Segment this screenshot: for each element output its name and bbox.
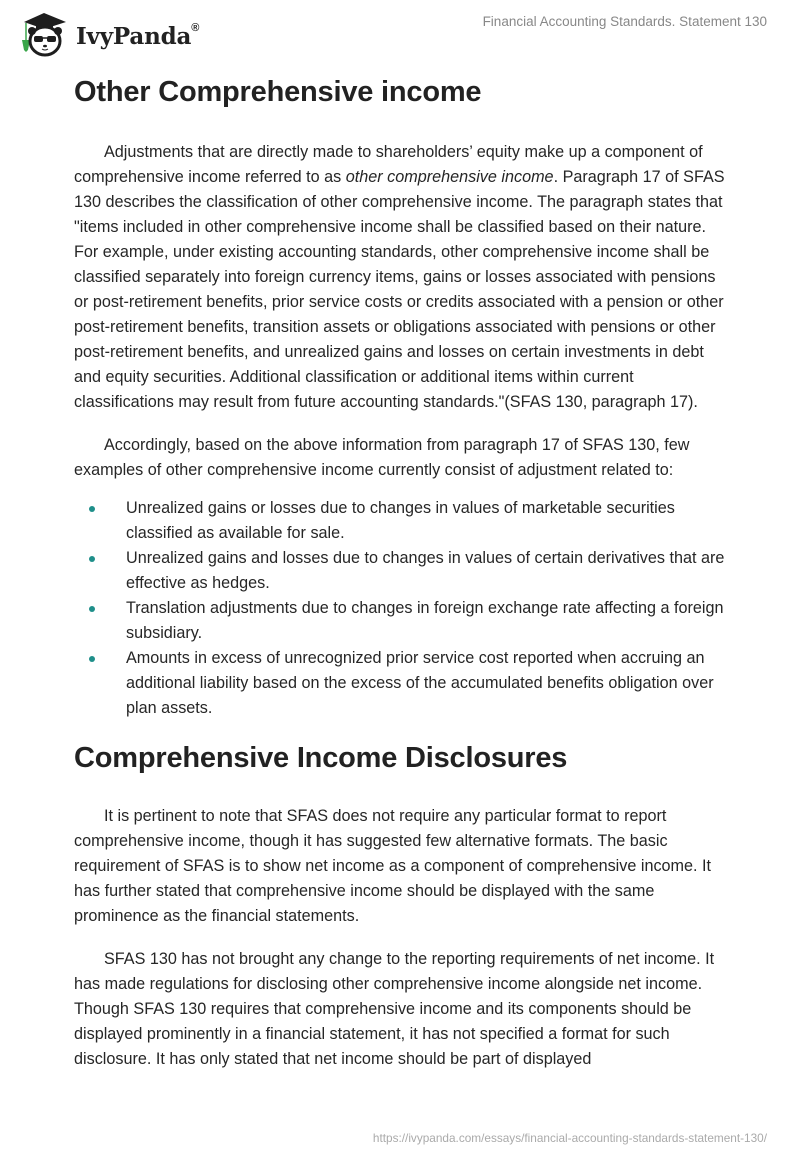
paragraph: SFAS 130 has not brought any change to the reporting requirements of net income. It has made regulations for disclosing other comprehensive income alongside net income. Though SFAS 130 requires that comprehensive income and its components should be displayed prominently in a financial statement, it has not specified a format for such disclosure. It has only stated that net income should be part of displayed — [74, 950, 715, 1068]
document-title: Financial Accounting Standards. Statement 130 — [482, 14, 767, 29]
list-item: Amounts in excess of unrecognized prior service cost reported when accruing an additional liability based on the excess of the accumulated benefits obligation over plan assets. — [74, 646, 734, 721]
section-heading-comprehensive-income-disclosures: Comprehensive Income Disclosures — [74, 742, 568, 774]
list-item: Unrealized gains or losses due to changes in values of marketable securities classified as available for sale. — [74, 496, 734, 546]
page-header — [0, 0, 800, 60]
italic-term: other comprehensive income — [345, 168, 554, 186]
logo-wordmark: IvyPanda® — [76, 21, 200, 50]
bullet-dot-icon — [89, 506, 95, 512]
paragraph: Accordingly, based on the above information from paragraph 17 of SFAS 130, few examples of other comprehensive income currently consist of adjustment related to: — [74, 436, 690, 479]
paragraph: It is pertinent to note that SFAS does not require any particular format to report comprehensive income, though it has suggested few alternative formats. The basic requirement of SFAS is to show net income as a component of comprehensive income. It has further stated that comprehensive income should be displayed with the same prominence as the financial statements. — [74, 807, 712, 925]
paragraph: Adjustments that are directly made to shareholders’ equity make up a component of comprehensive income referred to as other comprehensive income. Paragraph 17 of SFAS 130 describes the classification of other comprehensive income. The paragraph states that "items included in other comprehensive income shall be classified based on their nature. For example, under existing accounting standards, other comprehensive income shall be classified separately into foreign currency items, gains or losses associated with pensions or post-retirement benefits, prior service costs or credits associated with a pension or other post-retirement benefits, transition assets or obligations associated with pensions or other post-retirement benefits, and unrealized gains and losses on certain investments in debt and equity securities. Additional classification or additional items within current classifications may result from future accounting standards."(SFAS 130, paragraph 17). — [74, 143, 725, 411]
section-heading-other-comprehensive-income: Other Comprehensive income — [74, 76, 482, 108]
panda-graduate-icon — [16, 8, 72, 58]
source-url-link[interactable]: https://ivypanda.com/essays/financial-accounting-standards-statement-130/ — [372, 1131, 767, 1145]
list-item: Translation adjustments due to changes in foreign exchange rate affecting a foreign subsidiary. — [74, 596, 734, 646]
bullet-dot-icon — [89, 656, 95, 662]
bullet-list — [74, 496, 734, 721]
ivypanda-logo[interactable] — [16, 8, 199, 58]
bullet-dot-icon — [89, 556, 95, 562]
list-item: Unrealized gains and losses due to changes in values of certain derivatives that are effective as hedges. — [74, 546, 734, 596]
bullet-dot-icon — [89, 606, 95, 612]
article-content — [74, 72, 734, 1072]
